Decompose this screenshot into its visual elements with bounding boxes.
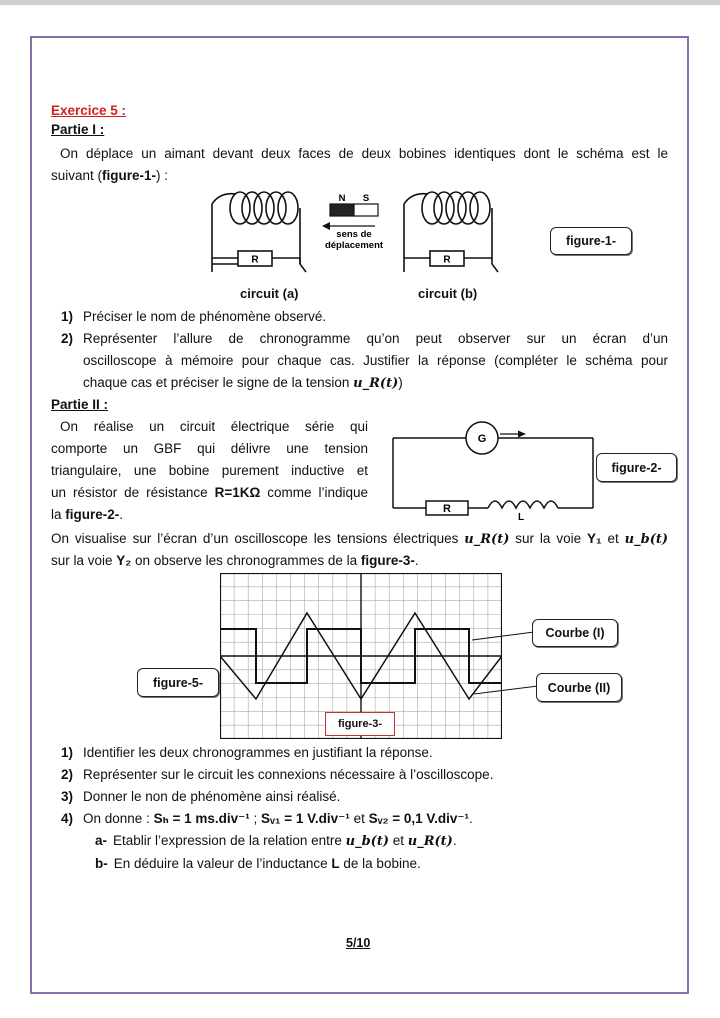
part2-paragraph: On réalise un circuit électrique série qui comporte un GBF qui délivre une tension triangulaire, une bobine purement inductive et un résistor de résistance R=1KΩ comme l’indique la figure-2-. (51, 419, 368, 522)
part2-question-2: 2) Représenter sur le circuit les connexions nécessaire à l’oscilloscope. (60, 767, 494, 782)
generator-label: G (477, 433, 487, 445)
figure-1-caption: figure-1- (550, 227, 632, 255)
page-number: 5/10 (346, 936, 371, 950)
magnet-n-label: N (338, 193, 346, 204)
direction-label-2: déplacement (324, 240, 384, 251)
part2-questions (51, 742, 493, 875)
resistor-label-a: R (251, 254, 259, 266)
magnet-s-label: S (362, 193, 370, 204)
direction-label-1: sens de (336, 229, 372, 240)
part2-question-4a: a- Etablir l’expression de la relation entre u_b(t) et u_R(t). (95, 833, 457, 849)
curve-pointer-lines (470, 618, 540, 698)
inductor-label: L (517, 512, 525, 522)
part2-question-3: 3) Donner le non de phénomène ainsi réalisé. (60, 789, 341, 804)
part1-question-1: 1) Préciser le nom de phénomène observé. (60, 309, 327, 324)
figure-5-label: figure-5- (137, 668, 219, 697)
curve-I-label: Courbe (I) (532, 619, 618, 647)
oscilloscope-line1: On visualise sur l’écran d’un oscilloscope les tensions électriques u_R(t) sur la voie Y₁ et u_b(t) (51, 531, 669, 547)
resistor-label-b: R (443, 254, 451, 266)
figure-2-caption: figure-2- (596, 453, 677, 482)
circuit-b (404, 192, 498, 272)
circuit-a (212, 192, 306, 272)
top-border (0, 0, 720, 5)
part1-title: Partie I : (51, 122, 105, 137)
figure2-resistor-label: R (443, 503, 451, 515)
curve-II-label: Courbe (II) (536, 673, 622, 702)
part2-question-1: 1) Identifier les deux chronogrammes en justifiant la réponse. (60, 745, 433, 760)
exercise-title: Exercice 5 : (51, 103, 127, 118)
part2-question-4: 4) On donne : Sₕ = 1 ms.div⁻¹ ; Sᵥ₁ = 1 V.div⁻¹ et Sᵥ₂ = 0,1 V.div⁻¹. (60, 811, 473, 826)
figure-2-diagram (388, 420, 598, 522)
figure-3-caption: figure-3- (325, 712, 395, 736)
magnet (322, 193, 384, 251)
part2-question-4b: b- En déduire la valeur de l’inductance L de la bobine. (95, 856, 421, 871)
part1-intro-line2: suivant (figure-1-) : (51, 168, 169, 183)
part2-title: Partie II : (51, 397, 109, 412)
circuit-b-label: circuit (b) (418, 286, 478, 301)
circuit-a-label: circuit (a) (240, 286, 299, 301)
part1-question-2: 2) Représenter l’allure de chronogramme qu’on peut observer sur un écran d’un oscilloscope à mémoire pour chaque cas. Justifier la réponse (compléter le schéma pour chaque cas et préciser le signe de la tension u_R(t)) (60, 331, 668, 391)
part1-intro-line1: On déplace un aimant devant deux faces de deux bobines identiques dont le schéma est le (60, 146, 668, 161)
oscilloscope-line2: sur la voie Y₂ on observe les chronogrammes de la figure-3-. (51, 553, 419, 568)
